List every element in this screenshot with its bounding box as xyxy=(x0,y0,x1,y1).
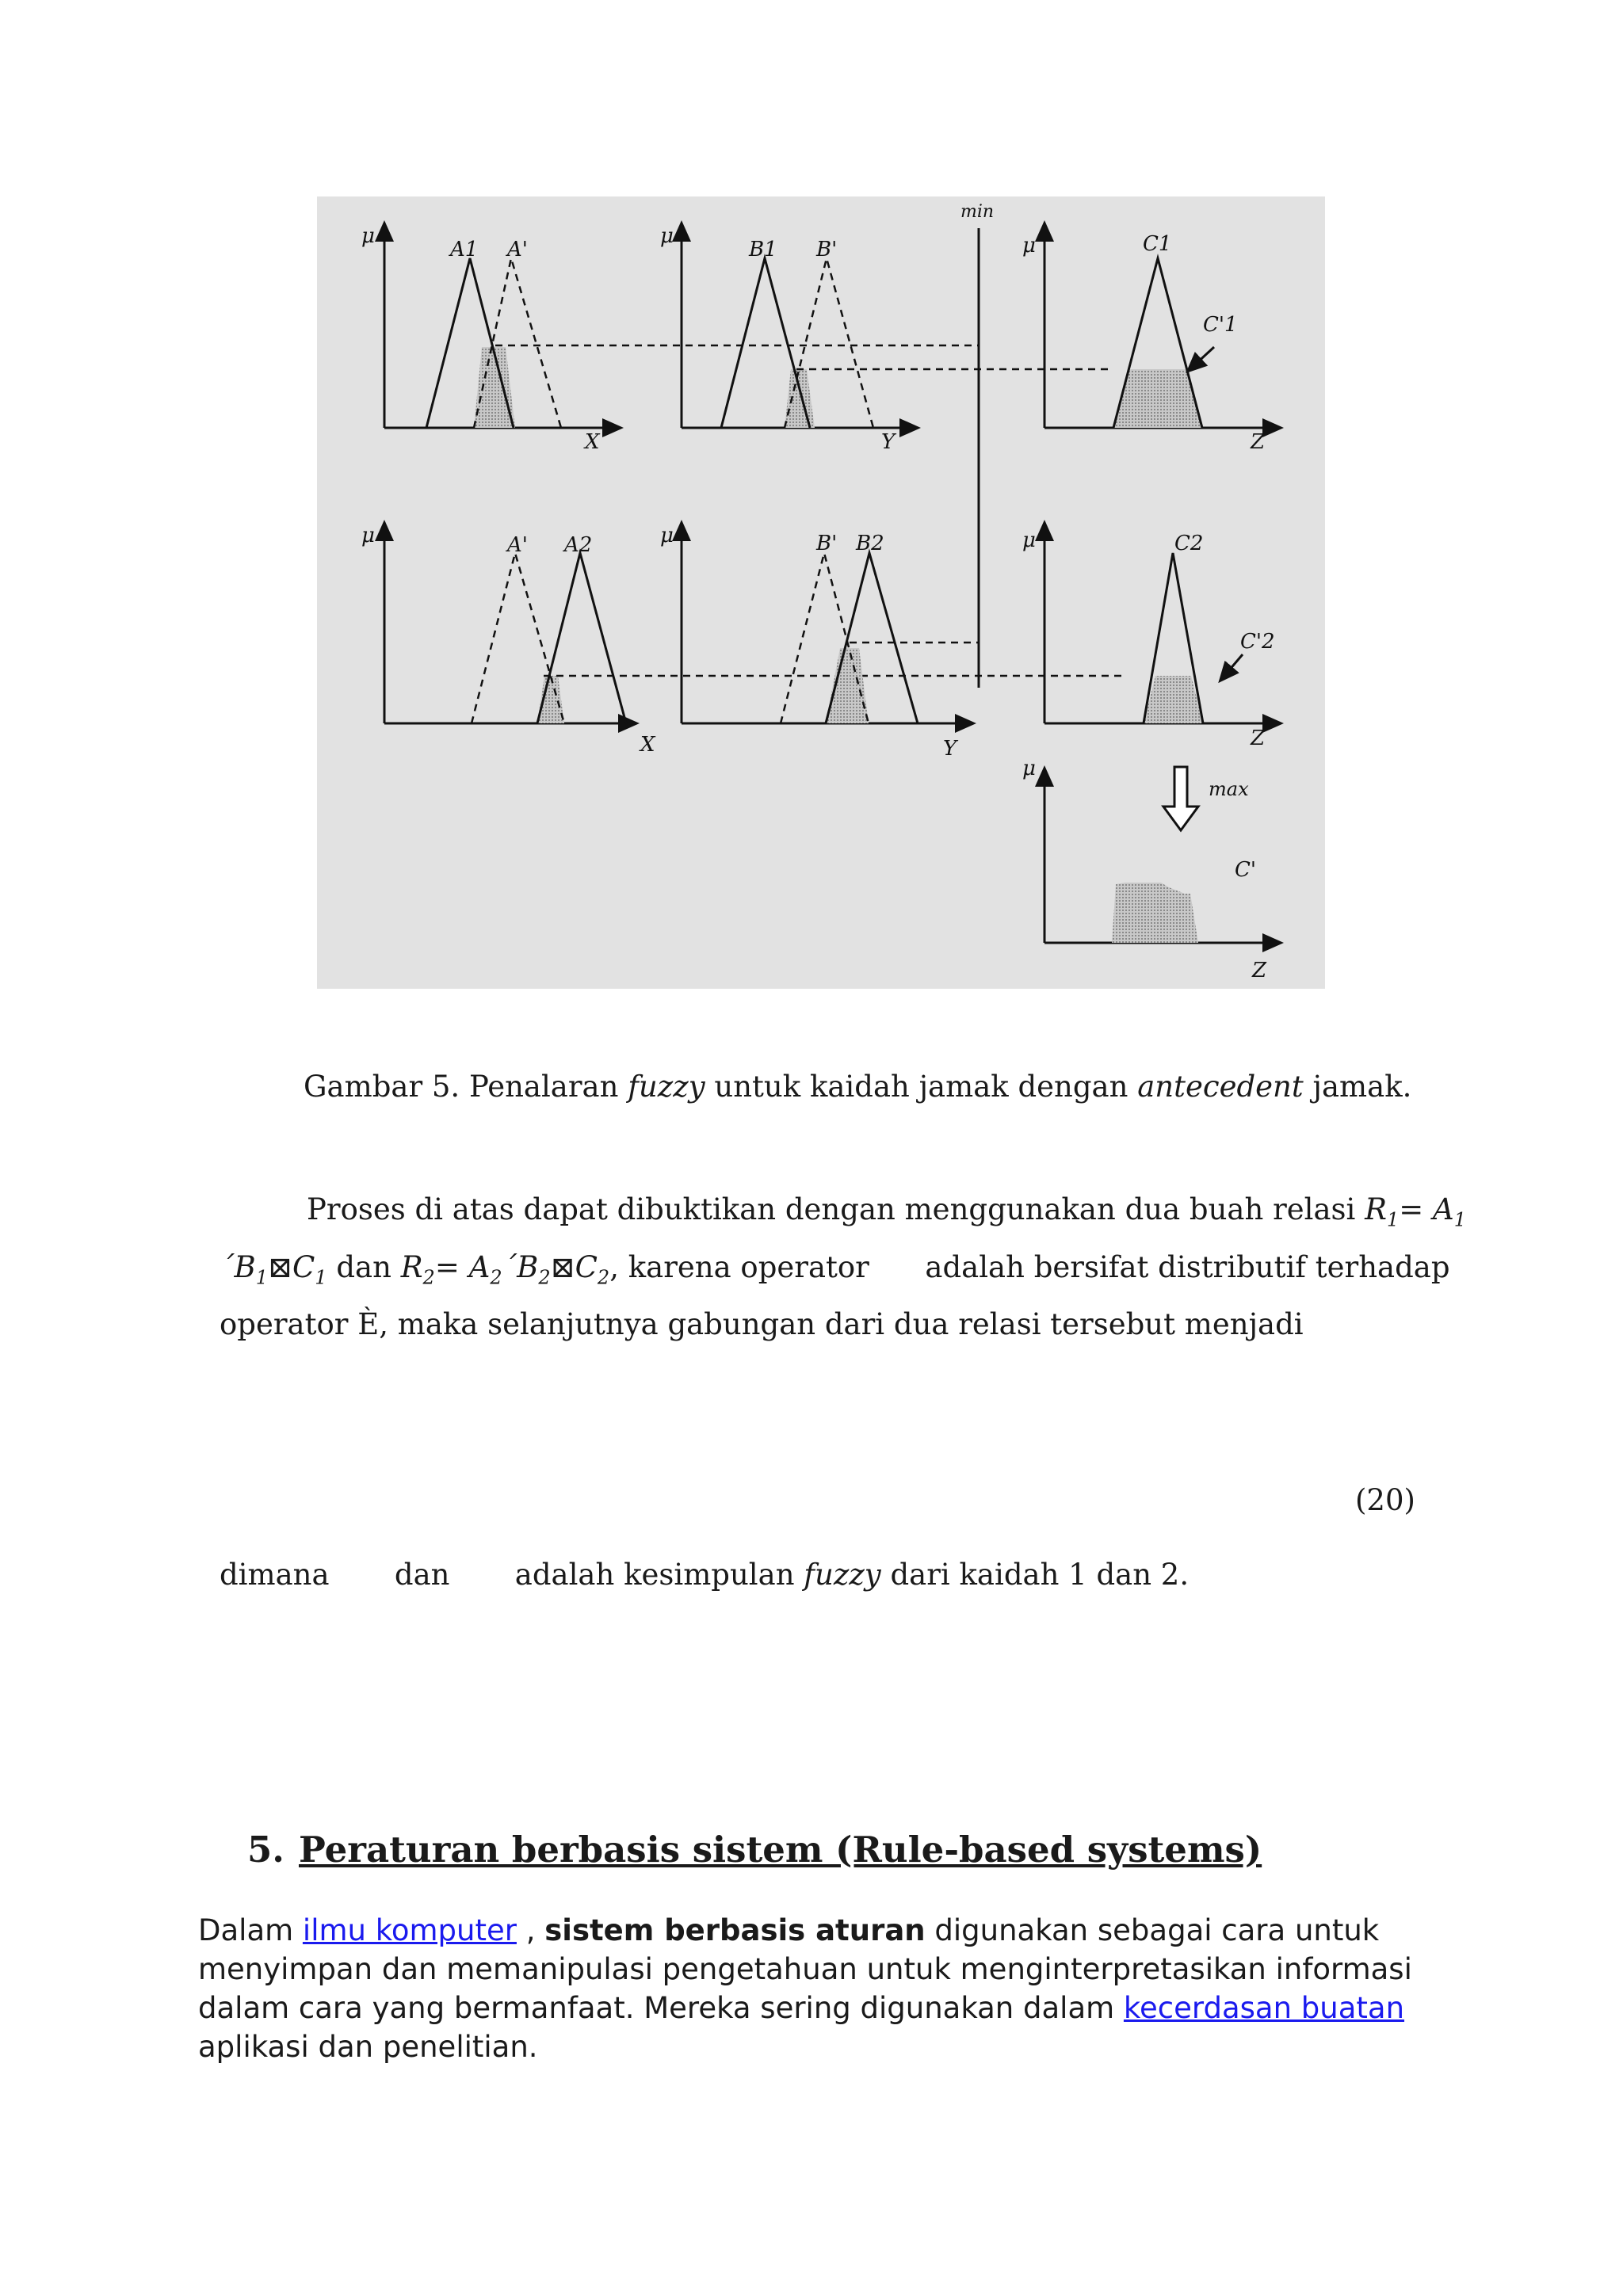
c-prime-1-label: C'1 xyxy=(1203,313,1238,337)
link-ilmu-komputer[interactable]: ilmu komputer xyxy=(302,1913,517,1947)
paragraph-line: operator È, maka selanjutnya gabungan dari dua relasi tersebut menjadi xyxy=(220,1307,1304,1341)
body-line: dalam cara yang bermanfaat. Mereka sering digunakan dalam kecerdasan buatan xyxy=(198,1991,1405,2025)
min-label: min xyxy=(960,202,995,222)
z-label: Z xyxy=(1252,959,1267,982)
mu-label: μ xyxy=(660,224,674,248)
b2-label: B2 xyxy=(856,532,884,555)
fuzzy-reasoning-figure xyxy=(317,196,1325,989)
b-prime-label: B' xyxy=(816,532,838,555)
link-kecerdasan-buatan[interactable]: kecerdasan buatan xyxy=(1123,1991,1405,2025)
figure-caption: Gambar 5. Penalaran fuzzy untuk kaidah jamak dengan antecedent jamak. xyxy=(304,1070,1412,1104)
mu-label: μ xyxy=(1022,234,1036,257)
z-label: Z xyxy=(1251,727,1266,750)
mu-label: μ xyxy=(660,524,674,547)
panel-b-row2 xyxy=(660,524,967,761)
c2-label: C2 xyxy=(1174,532,1204,555)
b-prime-label: B' xyxy=(816,238,838,261)
paragraph-line: $´B_1⊠C_1$ dan $R_2=$ $A_2´B_2⊠C_2$, karena operator adalah bersifat distributif terhadap xyxy=(220,1250,1450,1289)
y-label: Y xyxy=(943,737,957,761)
c1-label: C1 xyxy=(1143,232,1172,256)
body-line: menyimpan dan memanipulasi pengetahuan untuk menginterpretasikan informasi xyxy=(198,1952,1412,1986)
section-heading: 5. Peraturan berbasis sistem (Rule-based systems) xyxy=(247,1829,1262,1871)
down-arrow-icon xyxy=(1163,767,1198,830)
x-label: X xyxy=(585,430,600,454)
mu-label: μ xyxy=(361,524,375,547)
a-prime-label: A' xyxy=(507,533,528,557)
paragraph-line: Proses di atas dapat dibuktikan dengan menggunakan dua buah relasi $R_1= A_1$ xyxy=(307,1192,1467,1231)
fuzzy-diagram xyxy=(317,196,1325,989)
c-prime-label: C' xyxy=(1235,858,1257,882)
mu-label: μ xyxy=(1022,757,1036,780)
paragraph-line: dimana dan adalah kesimpulan fuzzy dari kaidah 1 dan 2. xyxy=(220,1558,1190,1592)
equation-number: (20) xyxy=(1355,1483,1415,1517)
panel-c-row1 xyxy=(1022,230,1274,454)
a1-label: A1 xyxy=(450,238,479,261)
mu-label: μ xyxy=(1022,528,1036,552)
a-prime-label: A' xyxy=(507,238,528,261)
body-line: Dalam ilmu komputer , sistem berbasis aturan digunakan sebagai cara untuk xyxy=(198,1913,1380,1947)
max-label: max xyxy=(1209,778,1249,800)
body-line: aplikasi dan penelitian. xyxy=(198,2030,538,2064)
b1-label: B1 xyxy=(749,238,777,261)
panel-a-row1 xyxy=(361,224,614,454)
a2-label: A2 xyxy=(564,533,593,557)
panel-b-row1 xyxy=(660,224,911,454)
panel-aggregate xyxy=(1022,757,1274,982)
x-label: X xyxy=(640,733,655,757)
panel-c-row2 xyxy=(1022,528,1275,750)
z-label: Z xyxy=(1251,430,1266,454)
mu-label: μ xyxy=(361,224,375,248)
c-prime-2-label: C'2 xyxy=(1240,630,1275,654)
y-label: Y xyxy=(881,430,896,454)
c-prime-aggregate-area xyxy=(1112,883,1198,943)
panel-a-row2 xyxy=(361,524,656,757)
